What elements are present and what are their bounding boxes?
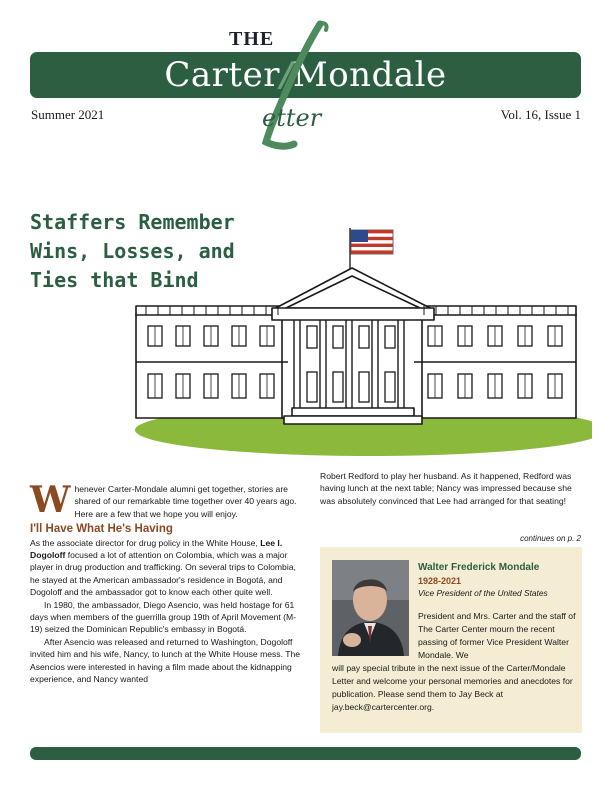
issue-volume: Vol. 16, Issue 1 — [500, 107, 581, 122]
tribute-role: Vice President of the United States — [418, 588, 548, 598]
article-lead-text: henever Carter-Mondale alumni get together, stories are shared of our remarkable time together over 40 years ago. Here are a few that we hope you will enjoy. — [74, 484, 297, 519]
masthead-title-right: Mondale — [292, 55, 447, 95]
tribute-body-continued: will pay special tribute in the next issue of the Carter/Mondale Letter and welcome your personal memories and anecdotes for publication. Please send them to Jay Beck at jay.beck@cartercenter.org. — [332, 663, 573, 712]
footer-bar — [30, 747, 581, 760]
masthead-letter-word: etter — [262, 104, 322, 132]
mondale-photo — [332, 560, 409, 656]
masthead-title-left: Carter — [164, 55, 280, 95]
article-subhead: I'll Have What He's Having — [30, 523, 173, 536]
article-paragraph-text: focused a lot of attention on Colombia, which was a major player in drug production and trafficking. On several trips to Colombia, he stayed at the American ambassador's residence in Bogotá, and Dogoloff and the ambassador got to know each other quite well. — [30, 550, 296, 598]
portrait-icon — [332, 560, 409, 656]
article-lead — [30, 479, 305, 521]
continues-link[interactable]: continues on p. 2 — [520, 534, 581, 543]
article-paragraph — [30, 537, 305, 599]
article-right-column — [320, 470, 582, 507]
tribute-box — [320, 547, 582, 733]
masthead-the: THE — [229, 28, 275, 50]
headline-line: Staffers Remember — [30, 210, 235, 234]
drop-cap: W — [30, 479, 71, 521]
tribute-years: 1928-2021 — [418, 576, 462, 586]
tribute-name: Walter Frederick Mondale — [418, 562, 540, 573]
article-paragraph: In 1980, the ambassador, Diego Asencio, was held hostage for 61 days when members of the guerrilla group 19th of April Movement (M-19) seized the Dominican Republic's embassy in Bogotá. — [30, 599, 297, 635]
article-paragraph: After Asencio was released and returned to Washington, Dogoloff invited him and his wife, Nancy, to lunch at the White House mess. The Asencios were interested in having a film made about the kidnapping experience, and Nancy wanted — [30, 636, 301, 685]
article-paragraph-text: As the associate director for drug policy in the White House, — [30, 537, 261, 548]
headline-line: Ties that Bind — [30, 268, 199, 292]
masthead-title-separator: / — [279, 55, 293, 95]
headline-line: Wins, Losses, and — [30, 239, 235, 263]
masthead-l-logo-icon — [236, 18, 346, 158]
issue-date: Summer 2021 — [31, 107, 105, 122]
article-left-column — [30, 479, 305, 686]
person-name: Lee I. Dogoloff — [30, 537, 283, 561]
white-house-illustration — [122, 222, 592, 458]
tribute-body: President and Mrs. Carter and the staff of The Carter Center mourn the recent passing of former Vice President Walter Mondale. We — [418, 611, 576, 660]
article-paragraph: Robert Redford to play her husband. As it happened, Redford was having lunch at the next table; Nancy was impressed because she was absolutely convinced that Lee had arranged for that seating! — [320, 471, 572, 506]
